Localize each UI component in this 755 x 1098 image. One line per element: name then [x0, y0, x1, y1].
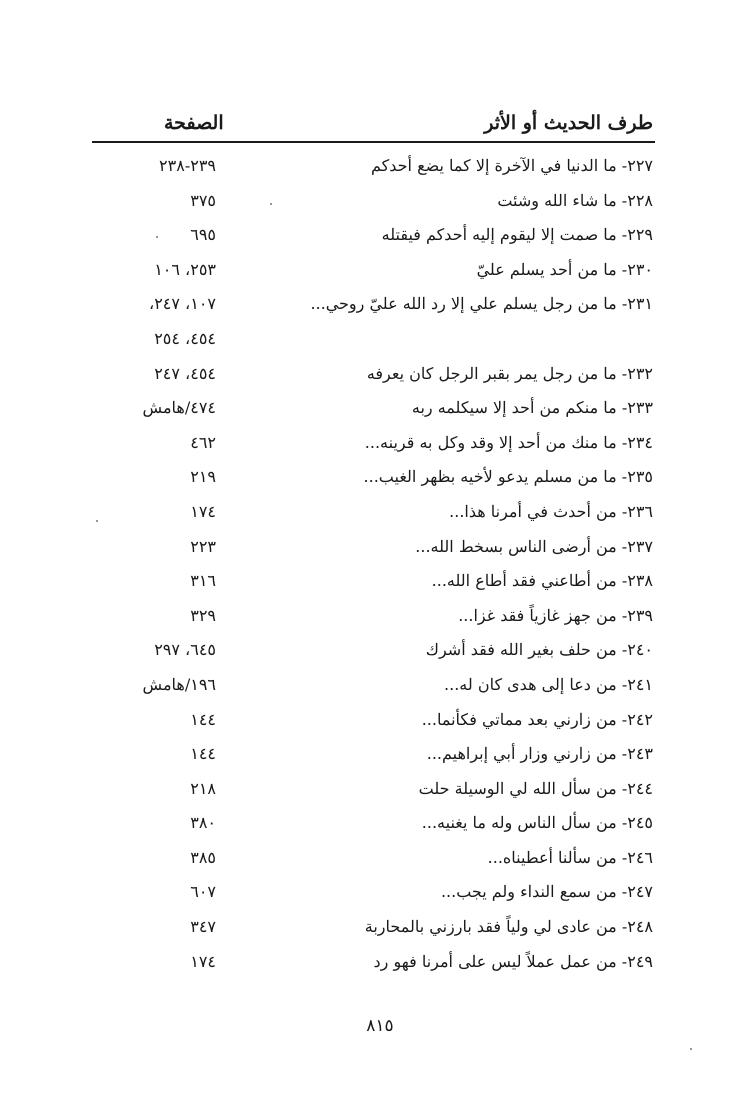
entry-page: ٣٨٠: [190, 813, 216, 833]
index-entry: [92, 288, 653, 323]
header-page-column: الصفحة: [164, 112, 224, 134]
index-entry: [92, 150, 653, 185]
entry-page: ٦٩٥: [190, 225, 216, 245]
entry-page: ٣٨٥: [190, 847, 216, 867]
entry-text: ٢٤٢- من زارني بعد مماتي فكأنما...: [421, 709, 653, 729]
entry-page: ٣٤٧: [190, 917, 216, 937]
index-entry: [92, 876, 653, 911]
page-number: ٨١٥: [366, 1016, 394, 1036]
entry-page: ٤٥٤، ٢٤٧: [154, 363, 216, 383]
index-entry: [92, 531, 653, 566]
entry-text: ٢٤٣- من زارني وزار أبي إبراهيم...: [426, 744, 653, 764]
entry-text: ٢٣٤- ما منك من أحد إلا وقد وكل به قرينه...: [364, 432, 653, 452]
entry-page: ٢١٩: [190, 467, 216, 487]
entry-text: ٢٢٩- ما صمت إلا ليقوم إليه أحدكم فيقتله: [381, 225, 653, 245]
entry-page: ٣٧٥: [190, 190, 216, 210]
entry-text: ٢٤٥- من سأل الناس وله ما يغنيه...: [421, 813, 653, 833]
entry-page: ١٤٤: [190, 709, 216, 729]
entry-text: ٢٢٨- ما شاء الله وشئت: [497, 190, 653, 210]
entry-page: ٣١٦: [190, 571, 216, 591]
entry-text: ٢٣٨- من أطاعني فقد أطاع الله...: [431, 571, 653, 591]
table-header: [92, 112, 653, 140]
entry-text: ٢٣٥- ما من مسلم يدعو لأخيه بظهر الغيب...: [363, 467, 653, 487]
index-entry: [92, 946, 653, 981]
entry-text: ٢٣٢- ما من رجل يمر بقبر الرجل كان يعرفه: [366, 363, 653, 383]
scan-speck: [156, 236, 158, 238]
scan-speck: [690, 1048, 692, 1050]
index-entry: [92, 461, 653, 496]
index-entry: [92, 392, 653, 427]
index-entry: [92, 185, 653, 220]
entry-page: ٢٢٣: [190, 536, 216, 556]
entry-page: ٣٢٩: [190, 605, 216, 625]
index-entry: [92, 773, 653, 808]
index-entry: [92, 669, 653, 704]
entry-page: ١٤٤: [190, 744, 216, 764]
entry-text: ٢٢٧- ما الدنيا في الآخرة إلا كما يضع أحدكم: [370, 156, 653, 175]
entry-text: ٢٣٠- ما من أحد يسلم عليّ: [476, 259, 653, 279]
entry-page: ١٠٧، ٢٤٧،: [149, 294, 216, 314]
header-rule: [92, 141, 655, 143]
entry-text: ٢٤٤- من سأل الله لي الوسيلة حلت: [418, 778, 653, 798]
entry-page: ٢٣٩-٢٣٨: [159, 156, 216, 175]
index-entry: [92, 323, 653, 358]
scan-speck: [270, 203, 272, 205]
entry-page: ٦٤٥، ٢٩٧: [154, 640, 216, 660]
entry-text: ٢٤١- من دعا إلى هدى كان له...: [444, 674, 653, 694]
index-entry: [92, 600, 653, 635]
entry-text: ٢٣٦- من أحدث في أمرنا هذا...: [449, 501, 653, 521]
entry-page: ١٧٤: [190, 951, 216, 971]
entry-page: ٤٧٤/هامش: [142, 398, 216, 418]
entry-text: ٢٣٧- من أرضى الناس بسخط الله...: [415, 536, 653, 556]
index-entry: [92, 565, 653, 600]
index-entry: [92, 738, 653, 773]
entry-page: ٤٥٤، ٢٥٤: [154, 328, 216, 348]
entry-page: ٤٦٢: [190, 432, 216, 452]
entry-page: ٢١٨: [190, 778, 216, 798]
header-title-column: طرف الحديث أو الأثر: [484, 112, 653, 134]
index-entry: [92, 427, 653, 462]
entry-page: ٦٠٧: [190, 882, 216, 902]
index-entry: [92, 219, 653, 254]
entry-page: ٢٥٣، ١٠٦: [154, 259, 216, 279]
entry-page: ١٩٦/هامش: [142, 674, 216, 694]
entry-text: ٢٤٨- من عادى لي ولياً فقد بارزني بالمحاربة: [364, 917, 653, 937]
entry-text: ٢٤٧- من سمع النداء ولم يجب...: [440, 882, 653, 902]
index-entry: [92, 254, 653, 289]
index-entry: [92, 842, 653, 877]
index-list: [92, 150, 653, 980]
index-entry: [92, 704, 653, 739]
index-entry: [92, 634, 653, 669]
scan-speck: [96, 520, 98, 522]
index-entry: [92, 911, 653, 946]
entry-page: ١٧٤: [190, 501, 216, 521]
index-entry: [92, 807, 653, 842]
entry-text: ٢٣٩- من جهز غازياً فقد غزا...: [458, 605, 653, 625]
index-entry: [92, 358, 653, 393]
entry-text: ٢٣٣- ما منكم من أحد إلا سيكلمه ربه: [411, 398, 653, 418]
entry-text: ٢٤٠- من حلف بغير الله فقد أشرك: [425, 640, 653, 660]
index-entry: [92, 496, 653, 531]
entry-text: ٢٤٩- من عمل عملاً ليس على أمرنا فهو رد: [373, 951, 653, 971]
entry-text: ٢٤٦- من سألنا أعطيناه...: [487, 847, 653, 867]
entry-text: ٢٣١- ما من رجل يسلم علي إلا رد الله عليّ روحي...: [310, 294, 653, 314]
